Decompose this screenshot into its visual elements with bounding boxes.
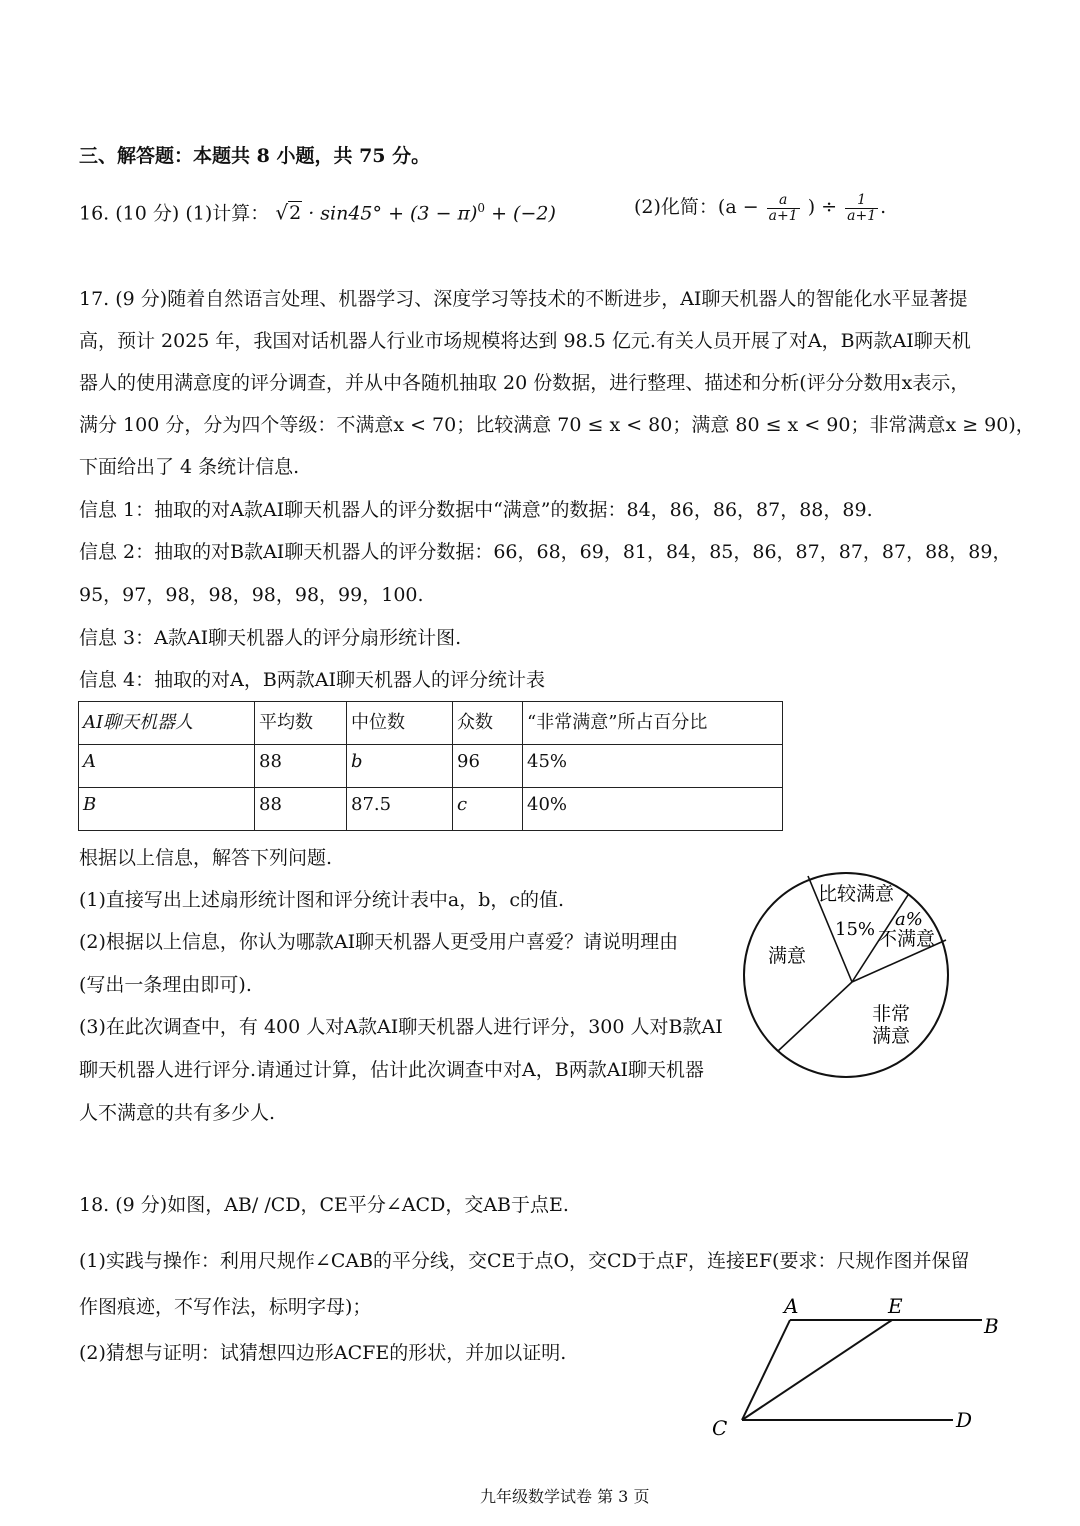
table-cell: b <box>347 745 453 788</box>
table-header-cell: 众数 <box>453 702 523 745</box>
page-footer: 九年级数学试卷 第 3 页 <box>480 1487 650 1506</box>
q17-sub-3: (3)在此次调查中，有 400 人对A款AI聊天机器人进行评分，300 人对B款AI <box>79 1016 723 1038</box>
table-header-cell: 中位数 <box>347 702 453 745</box>
q17-sub-3c: 人不满意的共有多少人. <box>79 1102 276 1124</box>
segment-CE <box>742 1320 892 1420</box>
info-2-line-1: 信息 2：抽取的对B款AI聊天机器人的评分数据：66，68，69，81，84，85，86，87，87，87，88，89， <box>79 541 1012 563</box>
q17-sub-1: (1)直接写出上述扇形统计图和评分统计表中a，b，c的值. <box>79 889 565 911</box>
q18-part2: (2)猜想与证明：试猜想四边形ACFE的形状，并加以证明. <box>79 1342 567 1364</box>
section-title: 三、解答题：本题共 8 小题，共 75 分。 <box>79 145 431 167</box>
pie-label-sat: 满意 <box>768 945 807 967</box>
q16-p2-mid: ) ÷ <box>807 196 838 218</box>
pie-label-very-1: 非常 <box>872 1003 911 1025</box>
info-4: 信息 4：抽取的对A，B两款AI聊天机器人的评分统计表 <box>79 669 546 691</box>
pie-divider-4 <box>778 982 852 1051</box>
table-header-cell: 平均数 <box>255 702 347 745</box>
question-16-part2 <box>634 187 886 227</box>
q18-head: 18. (9 分)如图，AB/ /CD，CE平分∠ACD，交AB于点E. <box>79 1194 569 1216</box>
after-table-text: 根据以上信息，解答下列问题. <box>79 847 333 869</box>
point-label-E: E <box>888 1294 903 1318</box>
q16-frac1-den: a+1 <box>768 207 798 224</box>
sqrt-symbol: √ <box>275 200 289 225</box>
table-cell: 88 <box>255 788 347 831</box>
q16-frac2-den: a+1 <box>847 207 877 224</box>
q17-sub-3b: 聊天机器人进行评分.请通过计算，估计此次调查中对A，B两款AI聊天机器 <box>79 1059 704 1081</box>
q18-part1-line1: (1)实践与操作：利用尺规作∠CAB的平分线，交CE于点O，交CD于点F，连接EF(要求：尺规作图并保留 <box>79 1250 970 1272</box>
pie-label-compare-pct: 15% <box>835 919 876 940</box>
table-header-row <box>79 702 783 745</box>
q17-line-2: 高，预计 2025 年，我国对话机器人行业市场规模将达到 98.5 亿元.有关人员开展了对A，B两款AI聊天机 <box>79 330 971 352</box>
table-row <box>79 788 783 831</box>
table-header-cell: “非常满意”所占百分比 <box>523 702 783 745</box>
question-16 <box>79 191 556 230</box>
q18-part1-line2: 作图痕迹，不写作法，标明字母)； <box>79 1296 372 1318</box>
info-2-line-2: 95，97，98，98，98，98，99，100. <box>79 584 424 606</box>
point-label-B: B <box>984 1314 999 1338</box>
pie-label-a-pct: a% <box>895 909 923 930</box>
q16-frac2-num: 1 <box>845 193 878 209</box>
info-3: 信息 3：A款AI聊天机器人的评分扇形统计图. <box>79 627 462 649</box>
table-row <box>79 745 783 788</box>
info-1: 信息 1：抽取的对A款AI聊天机器人的评分数据中“满意”的数据：84，86，86，87，88，89. <box>79 499 873 521</box>
point-label-C: C <box>712 1416 728 1440</box>
geometry-figure <box>700 1290 1010 1450</box>
q17-line-5: 下面给出了 4 条统计信息. <box>79 456 300 478</box>
q17-line-3: 器人的使用满意度的评分调查，并从中各随机抽取 20 份数据，进行整理、描述和分析(评分分数用x表示， <box>79 372 970 394</box>
q17-line-4: 满分 100 分，分为四个等级：不满意x < 70；比较满意 70 ≤ x < 80；满意 80 ≤ x < 90；非常满意x ≥ 90)， <box>79 414 1035 436</box>
q16-part1-tail: + (−2) <box>485 202 556 225</box>
table-cell: 87.5 <box>347 788 453 831</box>
pie-chart <box>740 860 960 1090</box>
stats-table <box>78 701 783 831</box>
table-cell: B <box>79 788 255 831</box>
q17-sub-2b: (写出一条理由即可). <box>79 974 252 996</box>
table-cell: 96 <box>453 745 523 788</box>
table-cell: c <box>453 788 523 831</box>
q17-line-1: 17. (9 分)随着自然语言处理、机器学习、深度学习等技术的不断进步，AI聊天机器人的智能化水平显著提 <box>79 288 968 310</box>
table-cell: 40% <box>523 788 783 831</box>
q16-head: 16. (10 分) (1)计算： <box>79 202 270 225</box>
table-cell: 88 <box>255 745 347 788</box>
q16-exponent: 0 <box>477 201 486 215</box>
table-cell: 45% <box>523 745 783 788</box>
point-label-D: D <box>956 1408 973 1432</box>
q16-sqrt-arg: 2 <box>289 202 302 225</box>
pie-label-very-2: 满意 <box>872 1025 911 1047</box>
q16-fraction-2 <box>845 193 878 224</box>
q16-part1: · sin45° + (3 − π) <box>308 202 478 225</box>
point-label-A: A <box>784 1294 799 1318</box>
q16-p2-head: (2)化简：(a − <box>634 196 759 218</box>
pie-label-compare: 比较满意 <box>818 883 895 905</box>
table-header-cell: AI聊天机器人 <box>79 702 255 745</box>
pie-label-unsat: 不满意 <box>878 928 936 950</box>
q16-p2-tail: . <box>880 196 887 218</box>
q16-fraction-1 <box>767 193 800 224</box>
table-cell: A <box>79 745 255 788</box>
q16-frac1-num: a <box>767 193 800 209</box>
q17-sub-2: (2)根据以上信息，你认为哪款AI聊天机器人更受用户喜爱？请说明理由 <box>79 931 679 953</box>
